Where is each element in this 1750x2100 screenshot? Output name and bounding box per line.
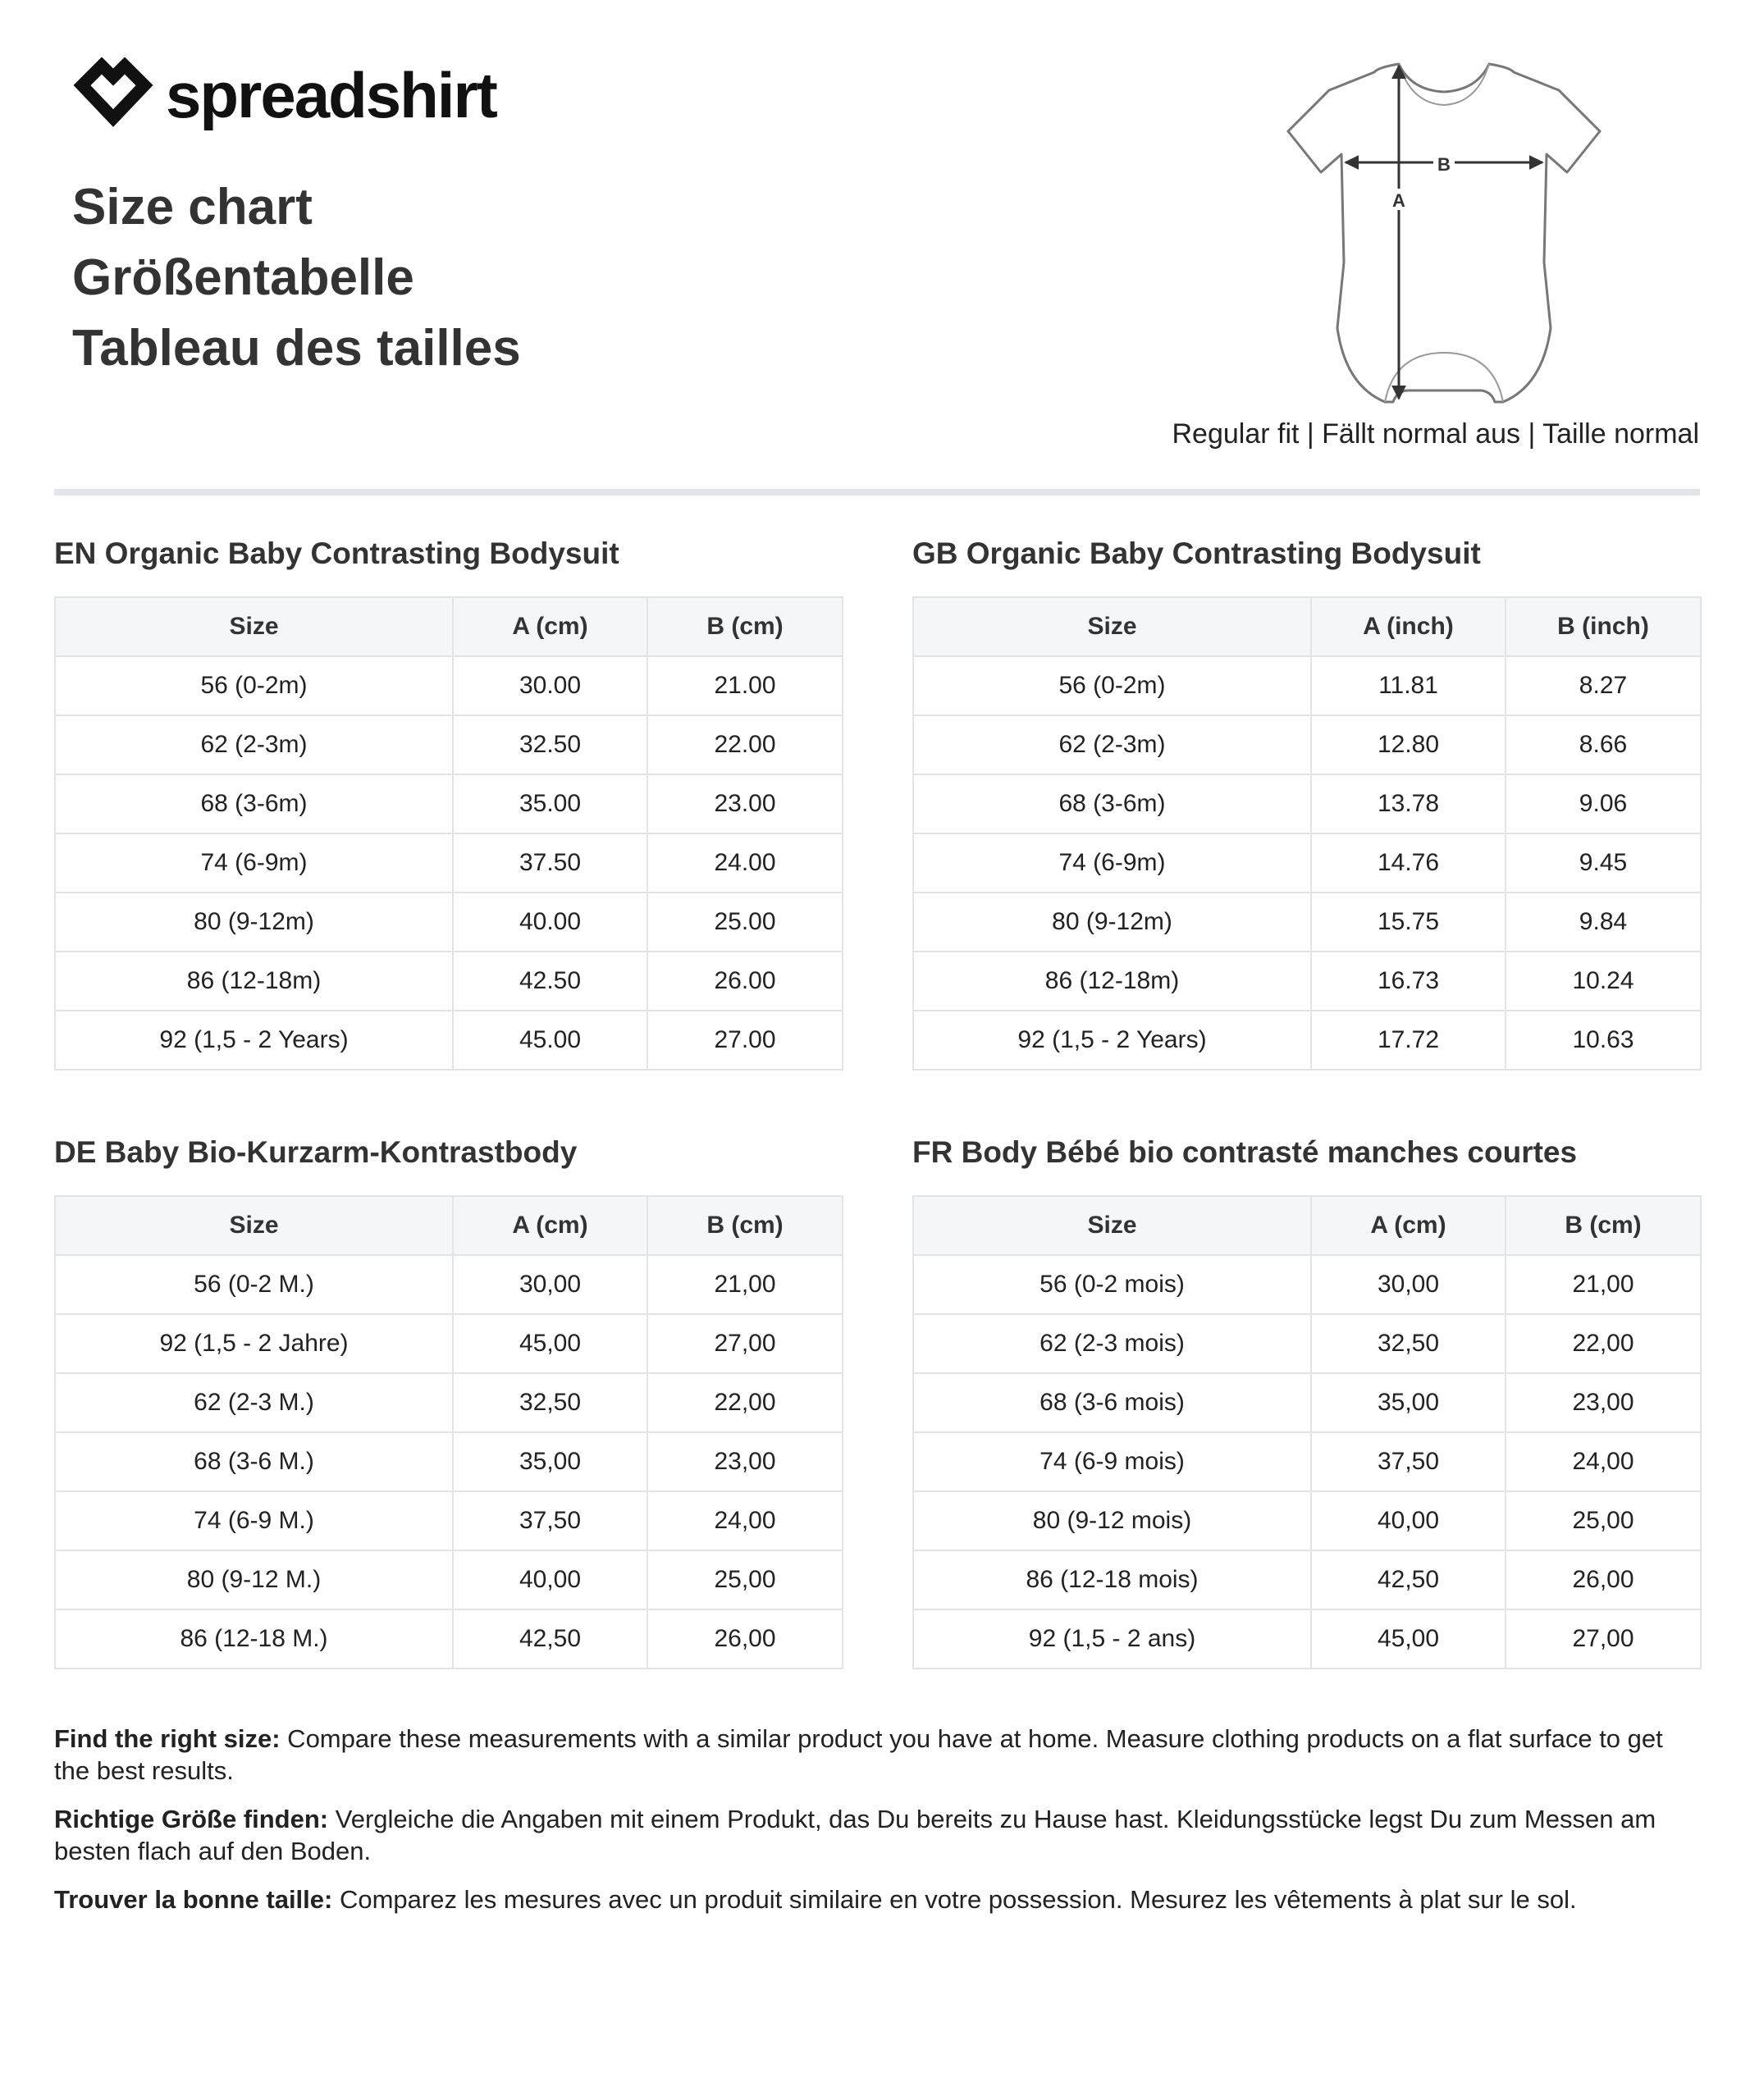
table-cell: 22,00 xyxy=(1506,1314,1701,1373)
note-text: Comparez les mesures avec un produit similaire en votre possession. Mesurez les vêtements à plat sur le sol. xyxy=(332,1885,1577,1914)
label-a: A xyxy=(1392,190,1405,211)
size-table xyxy=(54,596,843,1071)
table-cell: 68 (3-6 mois) xyxy=(913,1373,1311,1432)
table-cell: 86 (12-18 M.) xyxy=(55,1609,453,1669)
brand-logo xyxy=(71,57,496,133)
table-row xyxy=(913,1255,1701,1314)
table-section-fr xyxy=(912,1136,1700,1669)
table-cell: 27,00 xyxy=(1506,1609,1701,1669)
table-cell: 17.72 xyxy=(1311,1011,1506,1070)
table-cell: 10.24 xyxy=(1506,952,1701,1011)
table-row xyxy=(913,1550,1701,1609)
table-cell: 27.00 xyxy=(647,1011,843,1070)
table-cell: 21.00 xyxy=(647,656,843,715)
column-header: B (cm) xyxy=(647,597,843,656)
table-row xyxy=(55,1432,843,1491)
table-row xyxy=(913,656,1701,715)
column-header: B (cm) xyxy=(647,1196,843,1255)
table-cell: 92 (1,5 - 2 Years) xyxy=(55,1011,453,1070)
table-title: DE Baby Bio-Kurzarm-Kontrastbody xyxy=(54,1135,578,1169)
table-title: FR Body Bébé bio contrasté manches courtes xyxy=(912,1135,1578,1169)
table-cell: 62 (2-3m) xyxy=(55,715,453,774)
table-cell: 86 (12-18 mois) xyxy=(913,1550,1311,1609)
table-cell: 74 (6-9 M.) xyxy=(55,1491,453,1550)
note-label: Richtige Größe finden: xyxy=(54,1805,329,1833)
table-row xyxy=(913,774,1701,833)
table-cell: 56 (0-2 mois) xyxy=(913,1255,1311,1314)
table-row xyxy=(913,1432,1701,1491)
table-row xyxy=(913,715,1701,774)
table-cell: 12.80 xyxy=(1311,715,1506,774)
table-cell: 40.00 xyxy=(453,892,647,952)
table-cell: 62 (2-3 M.) xyxy=(55,1373,453,1432)
table-header-row xyxy=(913,1196,1701,1255)
table-header-row xyxy=(55,1196,843,1255)
table-cell: 25.00 xyxy=(647,892,843,952)
bodysuit-diagram xyxy=(1280,57,1608,418)
table-cell: 26,00 xyxy=(647,1609,843,1669)
note-fr xyxy=(54,1883,1703,1915)
brand-name: spreadshirt xyxy=(166,59,496,131)
table-cell: 45.00 xyxy=(453,1011,647,1070)
table-cell: 92 (1,5 - 2 Jahre) xyxy=(55,1314,453,1373)
column-header: B (cm) xyxy=(1506,1196,1701,1255)
table-cell: 35,00 xyxy=(1311,1373,1506,1432)
table-cell: 68 (3-6m) xyxy=(913,774,1311,833)
column-header: Size xyxy=(913,1196,1311,1255)
table-row xyxy=(55,1373,843,1432)
table-cell: 42,50 xyxy=(453,1609,647,1669)
table-cell: 42,50 xyxy=(1311,1550,1506,1609)
table-row xyxy=(913,833,1701,892)
table-cell: 74 (6-9m) xyxy=(913,833,1311,892)
table-row xyxy=(55,656,843,715)
table-cell: 9.84 xyxy=(1506,892,1701,952)
size-notes xyxy=(54,1723,1703,1932)
table-row xyxy=(55,1255,843,1314)
table-cell: 24,00 xyxy=(1506,1432,1701,1491)
table-cell: 45,00 xyxy=(453,1314,647,1373)
size-table xyxy=(54,1195,843,1669)
table-cell: 42.50 xyxy=(453,952,647,1011)
table-cell: 30.00 xyxy=(453,656,647,715)
table-cell: 80 (9-12 M.) xyxy=(55,1550,453,1609)
size-table xyxy=(912,1195,1702,1669)
table-title: EN Organic Baby Contrasting Bodysuit xyxy=(54,536,619,570)
bodysuit-outline xyxy=(1288,64,1600,402)
table-row xyxy=(55,892,843,952)
table-cell: 21,00 xyxy=(647,1255,843,1314)
table-cell: 45,00 xyxy=(1311,1609,1506,1669)
table-cell: 86 (12-18m) xyxy=(55,952,453,1011)
page-titles xyxy=(72,172,521,384)
label-b: B xyxy=(1437,154,1451,175)
table-cell: 9.45 xyxy=(1506,833,1701,892)
table-section-gb xyxy=(912,537,1700,1071)
note-en xyxy=(54,1723,1703,1787)
table-row xyxy=(55,1550,843,1609)
title-de: Größentabelle xyxy=(72,249,414,306)
table-row xyxy=(55,774,843,833)
table-cell: 74 (6-9m) xyxy=(55,833,453,892)
table-cell: 62 (2-3 mois) xyxy=(913,1314,1311,1373)
table-cell: 25,00 xyxy=(1506,1491,1701,1550)
table-cell: 25,00 xyxy=(647,1550,843,1609)
column-header: B (inch) xyxy=(1506,597,1701,656)
table-cell: 37,50 xyxy=(453,1491,647,1550)
table-header-row xyxy=(55,597,843,656)
title-en: Size chart xyxy=(72,179,313,235)
column-header: Size xyxy=(913,597,1311,656)
table-cell: 74 (6-9 mois) xyxy=(913,1432,1311,1491)
size-table xyxy=(912,596,1702,1071)
table-cell: 37,50 xyxy=(1311,1432,1506,1491)
table-cell: 62 (2-3m) xyxy=(913,715,1311,774)
table-cell: 26.00 xyxy=(647,952,843,1011)
column-header: A (cm) xyxy=(1311,1196,1506,1255)
divider xyxy=(54,489,1700,495)
table-cell: 24.00 xyxy=(647,833,843,892)
table-cell: 30,00 xyxy=(1311,1255,1506,1314)
table-cell: 23,00 xyxy=(1506,1373,1701,1432)
table-row xyxy=(913,1609,1701,1669)
table-row xyxy=(913,1314,1701,1373)
note-text: Vergleiche die Angaben mit einem Produkt, das Du bereits zu Hause hast. Kleidungsstücke legst Du zum Messen am besten flach auf den Boden. xyxy=(54,1805,1656,1865)
table-cell: 92 (1,5 - 2 ans) xyxy=(913,1609,1311,1669)
table-cell: 56 (0-2m) xyxy=(913,656,1311,715)
title-fr: Tableau des tailles xyxy=(72,320,521,377)
table-cell: 35,00 xyxy=(453,1432,647,1491)
table-cell: 56 (0-2m) xyxy=(55,656,453,715)
table-cell: 8.66 xyxy=(1506,715,1701,774)
table-cell: 56 (0-2 M.) xyxy=(55,1255,453,1314)
column-header: A (inch) xyxy=(1311,597,1506,656)
table-cell: 92 (1,5 - 2 Years) xyxy=(913,1011,1311,1070)
fit-description: Regular fit | Fällt normal aus | Taille normal xyxy=(1172,418,1699,450)
column-header: Size xyxy=(55,1196,453,1255)
table-row xyxy=(55,1609,843,1669)
table-cell: 22.00 xyxy=(647,715,843,774)
note-text: Compare these measurements with a similar product you have at home. Measure clothing products on a flat surface to get the best results. xyxy=(54,1724,1663,1785)
column-header: A (cm) xyxy=(453,597,647,656)
table-cell: 68 (3-6 M.) xyxy=(55,1432,453,1491)
table-cell: 14.76 xyxy=(1311,833,1506,892)
table-title: GB Organic Baby Contrasting Bodysuit xyxy=(912,536,1481,570)
table-cell: 32,50 xyxy=(1311,1314,1506,1373)
table-cell: 23,00 xyxy=(647,1432,843,1491)
note-de xyxy=(54,1803,1703,1867)
table-cell: 40,00 xyxy=(453,1550,647,1609)
table-row xyxy=(913,952,1701,1011)
table-row xyxy=(55,1491,843,1550)
table-cell: 23.00 xyxy=(647,774,843,833)
table-cell: 27,00 xyxy=(647,1314,843,1373)
table-cell: 24,00 xyxy=(647,1491,843,1550)
table-row xyxy=(913,1011,1701,1070)
column-header: Size xyxy=(55,597,453,656)
table-row xyxy=(55,833,843,892)
table-cell: 32.50 xyxy=(453,715,647,774)
table-cell: 80 (9-12m) xyxy=(913,892,1311,952)
table-cell: 37.50 xyxy=(453,833,647,892)
table-cell: 86 (12-18m) xyxy=(913,952,1311,1011)
heart-logo-icon xyxy=(71,57,156,133)
table-cell: 21,00 xyxy=(1506,1255,1701,1314)
table-section-en xyxy=(54,537,842,1071)
table-cell: 32,50 xyxy=(453,1373,647,1432)
table-cell: 80 (9-12 mois) xyxy=(913,1491,1311,1550)
table-cell: 40,00 xyxy=(1311,1491,1506,1550)
table-cell: 26,00 xyxy=(1506,1550,1701,1609)
column-header: A (cm) xyxy=(453,1196,647,1255)
table-row xyxy=(55,1314,843,1373)
table-header-row xyxy=(913,597,1701,656)
table-cell: 30,00 xyxy=(453,1255,647,1314)
table-cell: 9.06 xyxy=(1506,774,1701,833)
table-row xyxy=(913,892,1701,952)
table-cell: 22,00 xyxy=(647,1373,843,1432)
table-cell: 35.00 xyxy=(453,774,647,833)
note-label: Find the right size: xyxy=(54,1724,281,1753)
table-cell: 80 (9-12m) xyxy=(55,892,453,952)
table-row xyxy=(913,1491,1701,1550)
table-row xyxy=(55,952,843,1011)
table-cell: 11.81 xyxy=(1311,656,1506,715)
table-cell: 8.27 xyxy=(1506,656,1701,715)
note-label: Trouver la bonne taille: xyxy=(54,1885,333,1914)
table-row xyxy=(913,1373,1701,1432)
table-cell: 16.73 xyxy=(1311,952,1506,1011)
table-cell: 13.78 xyxy=(1311,774,1506,833)
table-row xyxy=(55,1011,843,1070)
table-section-de xyxy=(54,1136,842,1669)
table-row xyxy=(55,715,843,774)
table-cell: 10.63 xyxy=(1506,1011,1701,1070)
table-cell: 15.75 xyxy=(1311,892,1506,952)
table-cell: 68 (3-6m) xyxy=(55,774,453,833)
